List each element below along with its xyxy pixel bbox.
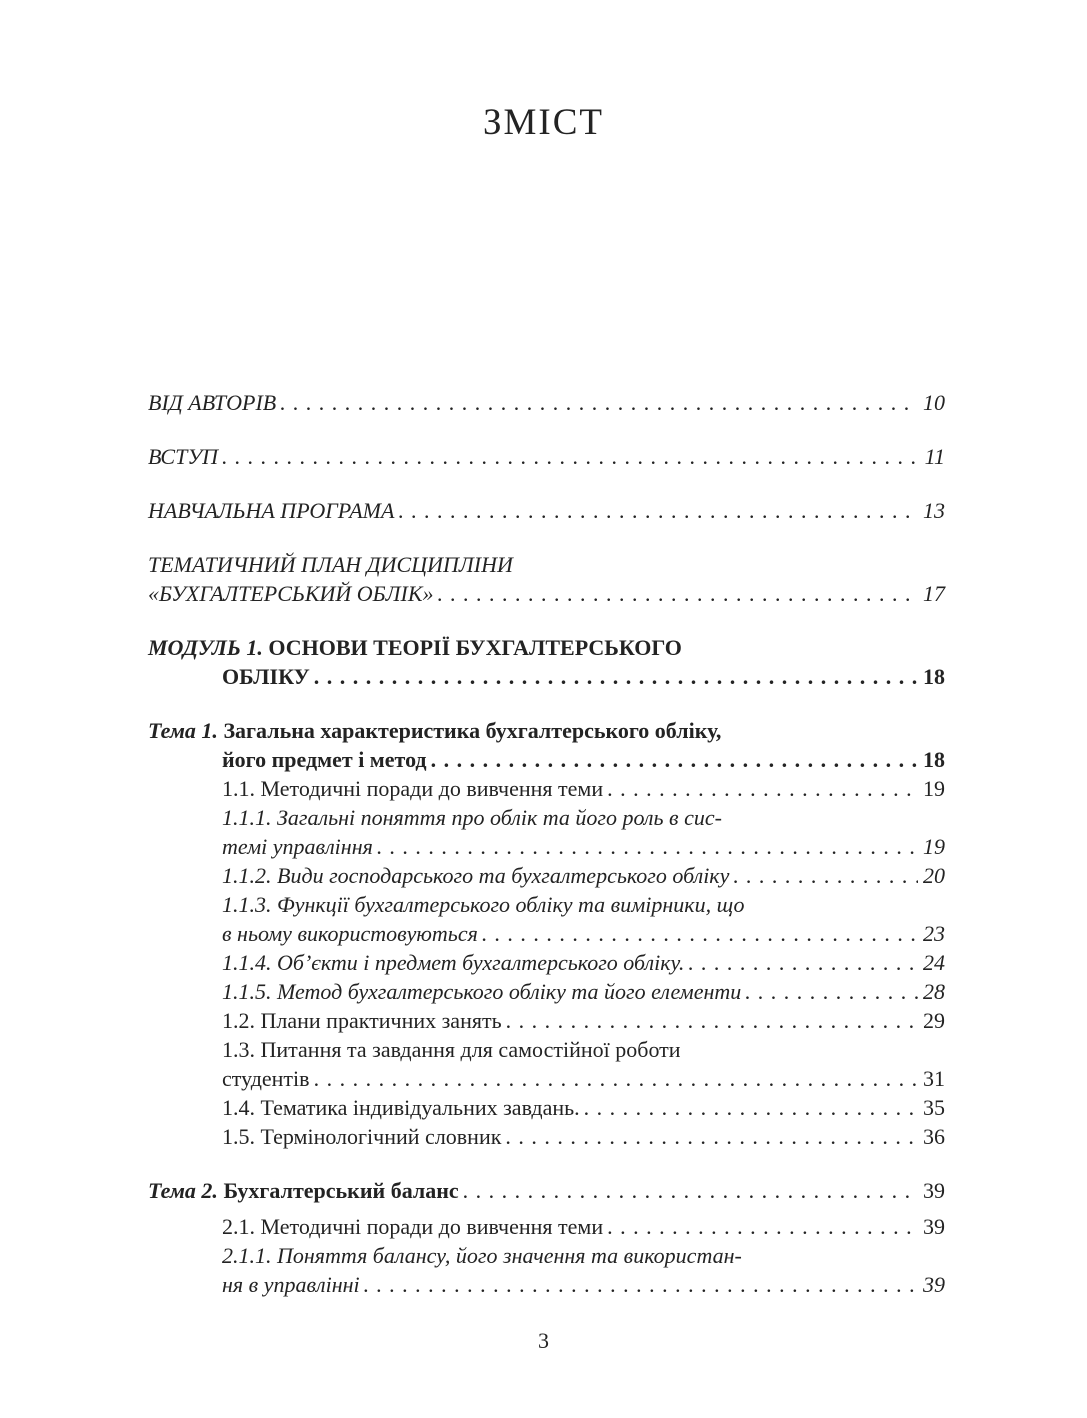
toc-entry: [148, 1212, 945, 1241]
toc-entry: [148, 1122, 945, 1151]
toc-entry-page-number: 19: [923, 834, 945, 859]
dot-leader: [502, 1006, 918, 1035]
toc-entry-continuation: [148, 662, 945, 691]
toc-entry-continuation: [148, 745, 945, 774]
toc-entry-page-number: 39: [923, 1272, 945, 1297]
toc-entry: [148, 1241, 945, 1270]
toc-entry-continuation: [148, 579, 945, 608]
toc-entry: [148, 633, 945, 662]
toc-entry: [148, 1176, 945, 1205]
dot-leader: [310, 1064, 918, 1093]
dot-leader: [580, 1093, 918, 1122]
toc-entry-label: темі управління: [222, 834, 373, 859]
toc-entry-continuation: [148, 919, 945, 948]
toc-entry-label: 1.1.5. Метод бухгалтерського обліку та його елементи: [222, 979, 742, 1004]
dot-leader: [218, 442, 920, 471]
dot-leader: [741, 977, 918, 1006]
toc-entry-label: ВСТУП: [148, 444, 219, 469]
toc-entry-label: ОБЛІКУ: [222, 664, 310, 689]
dot-leader: [427, 745, 918, 774]
toc-entry-label: 1.1. Методичні поради до вивчення теми: [222, 776, 604, 801]
dot-leader: [501, 1122, 918, 1151]
toc-entry-label: 1.1.1. Загальні поняття про облік та його роль в сис-: [222, 805, 722, 830]
toc-entry-page-number: 17: [923, 581, 945, 606]
toc-entry-page-number: 31: [923, 1066, 945, 1091]
toc-entry-page-number: 23: [923, 921, 945, 946]
toc-entry: [148, 550, 945, 579]
page-title: ЗМІСТ: [482, 102, 605, 143]
toc-entry-label: Тема 1. Загальна характеристика бухгалтерського обліку,: [148, 718, 722, 743]
toc-entry-continuation: [148, 1270, 945, 1299]
toc-entry-label: 1.1.2. Види господарського та бухгалтерського обліку: [222, 863, 730, 888]
toc-entry-label: 2.1. Методичні поради до вивчення теми: [222, 1214, 604, 1239]
toc-entry: [148, 948, 945, 977]
toc-entry-label: НАВЧАЛЬНА ПРОГРАМА: [148, 498, 395, 523]
dot-leader: [459, 1176, 918, 1205]
toc-entry-label: 1.4. Тематика індивідуальних завдань.: [222, 1095, 580, 1120]
toc-entry-page-number: 28: [923, 979, 945, 1004]
toc-entry-label: 1.2. Плани практичних занять: [222, 1008, 502, 1033]
toc-entry-prefix: Тема 1.: [148, 718, 218, 743]
toc-entry-page-number: 39: [923, 1178, 945, 1203]
toc-entry-page-number: 29: [923, 1008, 945, 1033]
toc-entry-label: в ньому використовуються: [222, 921, 478, 946]
toc-entry-label: Тема 2. Бухгалтерський баланс: [148, 1178, 459, 1203]
dot-leader: [603, 774, 918, 803]
toc-entry-continuation: [148, 1064, 945, 1093]
toc-entry-page-number: 13: [923, 498, 945, 523]
dot-leader: [394, 496, 918, 525]
toc-entry: [148, 716, 945, 745]
dot-leader: [276, 388, 918, 417]
toc-entry-label: 1.1.3. Функції бухгалтерського обліку та вимірники, що: [222, 892, 745, 917]
toc-entry: [148, 442, 945, 471]
dot-leader: [433, 579, 918, 608]
toc-entry: [148, 803, 945, 832]
toc-entry-label: 2.1.1. Поняття балансу, його значення та використан-: [222, 1243, 742, 1268]
table-of-contents: [148, 388, 945, 1299]
toc-entry-page-number: 35: [923, 1095, 945, 1120]
page-number: 3: [538, 1328, 549, 1353]
toc-entry-label: 1.1.4. Об’єкти і предмет бухгалтерського обліку.: [222, 950, 685, 975]
toc-entry-prefix: МОДУЛЬ 1.: [148, 635, 263, 660]
toc-entry-page-number: 18: [923, 747, 945, 772]
dot-leader: [373, 832, 918, 861]
toc-entry-label: його предмет і метод: [222, 747, 427, 772]
dot-leader: [310, 662, 918, 691]
toc-entry-label: 1.5. Термінологічний словник: [222, 1124, 502, 1149]
toc-entry: [148, 1093, 945, 1122]
toc-entry-label: «БУХГАЛТЕРСЬКИЙ ОБЛІК»: [148, 581, 434, 606]
toc-entry: [148, 1035, 945, 1064]
toc-entry-page-number: 19: [923, 776, 945, 801]
toc-entry: [148, 388, 945, 417]
toc-entry-page-number: 11: [924, 444, 945, 469]
toc-entry-page-number: 18: [923, 664, 945, 689]
toc-entry-label: ВІД АВТОРІВ: [148, 390, 277, 415]
toc-entry-page-number: 20: [923, 863, 945, 888]
dot-leader: [684, 948, 918, 977]
toc-entry-label: 1.3. Питання та завдання для самостійної роботи: [222, 1037, 681, 1062]
toc-entry-label: студентів: [222, 1066, 310, 1091]
toc-entry: [148, 496, 945, 525]
toc-entry-page-number: 10: [923, 390, 945, 415]
dot-leader: [729, 861, 918, 890]
toc-entry: [148, 1006, 945, 1035]
toc-entry-page-number: 24: [923, 950, 945, 975]
dot-leader: [478, 919, 918, 948]
toc-entry-label: ТЕМАТИЧНИЙ ПЛАН ДИСЦИПЛІНИ: [148, 552, 513, 577]
toc-entry: [148, 774, 945, 803]
toc-entry-page-number: 36: [923, 1124, 945, 1149]
toc-entry-prefix: Тема 2.: [148, 1178, 218, 1203]
toc-entry: [148, 861, 945, 890]
toc-entry-page-number: 39: [923, 1214, 945, 1239]
toc-entry-label: МОДУЛЬ 1. ОСНОВИ ТЕОРІЇ БУХГАЛТЕРСЬКОГО: [148, 635, 682, 660]
toc-entry: [148, 890, 945, 919]
toc-entry-label: ня в управлінні: [222, 1272, 360, 1297]
toc-entry-continuation: [148, 832, 945, 861]
dot-leader: [360, 1270, 918, 1299]
toc-entry: [148, 977, 945, 1006]
dot-leader: [603, 1212, 918, 1241]
